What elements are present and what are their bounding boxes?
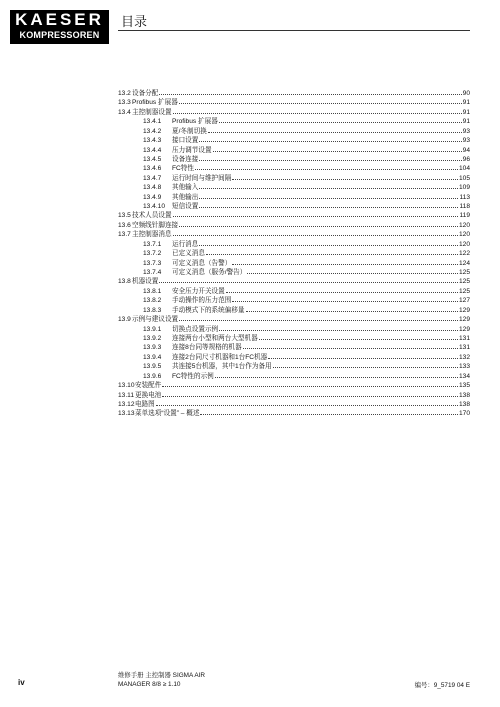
toc-entry-number: 13.8.1 (143, 287, 162, 295)
toc-entry-number: 13.9.6 (143, 372, 162, 380)
toc-entry-title: 连接两台小型和两台大型机器 (172, 334, 258, 342)
document-title-line-1: 维修手册 主控制器 SIGMA AIR (118, 672, 205, 679)
toc-entry[interactable] (118, 258, 470, 267)
toc-entry-title: 菜单选项“设置” – 概述 (135, 410, 200, 418)
toc-entry-title: 运行消息 (172, 240, 199, 248)
toc-entry-number: 13.10 (118, 382, 135, 390)
logo-sub-text: KOMPRESSOREN (19, 30, 100, 40)
toc-entry-title: 手动模式下的系统偏移量 (172, 306, 245, 314)
toc-entry-title: Profibus 扩展器 (132, 99, 178, 107)
toc-entry[interactable] (118, 154, 470, 163)
toc-entry-number: 13.7 (118, 231, 131, 239)
toc-entry-title: Profibus 扩展器 (172, 118, 218, 126)
toc-entry-number: 13.2 (118, 90, 131, 97)
toc-entry[interactable] (118, 239, 470, 248)
toc-entry-title: 手动操作的压力范围 (172, 297, 232, 305)
toc-entry-number: 13.9.1 (143, 325, 162, 333)
toc-entry-page: 104 (458, 165, 470, 173)
toc-dot-leader (199, 201, 458, 208)
toc-entry-number: 13.4.1 (143, 118, 162, 126)
toc-entry-page: 118 (459, 203, 470, 211)
toc-entry-page: 105 (458, 174, 470, 182)
toc-dot-leader (219, 116, 462, 123)
toc-entry[interactable] (118, 324, 470, 333)
toc-entry-page: 129 (458, 316, 470, 324)
toc-entry-title: 运行时间与维护间隔 (172, 174, 232, 182)
toc-dot-leader (243, 342, 458, 349)
toc-entry[interactable] (118, 145, 470, 154)
toc-entry-page: 120 (458, 231, 470, 239)
toc-dot-leader (195, 163, 458, 170)
toc-dot-leader (173, 210, 459, 217)
toc-entry[interactable] (118, 88, 470, 97)
toc-entry[interactable] (118, 352, 470, 361)
toc-entry-title: 已定义消息 (172, 250, 205, 258)
document-number: 编号：9_5719 04 E (414, 682, 470, 689)
toc-dot-leader (226, 286, 458, 293)
toc-entry[interactable] (118, 295, 470, 304)
toc-entry-page: 122 (458, 250, 470, 258)
toc-entry-page: 138 (458, 391, 470, 399)
toc-entry-title: 压力调节设置 (172, 146, 212, 154)
toc-entry-page: 119 (459, 212, 470, 220)
toc-entry-page: 113 (459, 193, 470, 201)
table-of-contents (118, 88, 470, 418)
toc-dot-leader (199, 192, 458, 199)
toc-entry-title: 夏/冬制切换 (172, 127, 207, 135)
toc-dot-leader (268, 352, 458, 359)
toc-dot-leader (179, 220, 458, 227)
toc-entry[interactable] (118, 97, 470, 106)
toc-entry[interactable] (118, 126, 470, 135)
toc-entry-title: 接口设置 (172, 137, 199, 145)
toc-entry-number: 13.4.4 (143, 146, 162, 154)
toc-entry-title: 空频线针脚连接 (132, 221, 179, 229)
toc-entry[interactable] (118, 286, 470, 295)
toc-entry[interactable] (118, 116, 470, 125)
toc-dot-leader (215, 371, 458, 378)
toc-entry-title: 安全压力开关设置 (172, 287, 225, 295)
toc-entry-page: 91 (462, 108, 470, 116)
toc-dot-leader (247, 267, 458, 274)
toc-entry[interactable] (118, 314, 470, 323)
toc-entry-page: 132 (458, 353, 470, 361)
toc-entry[interactable] (118, 163, 470, 172)
toc-entry-title: 其他输出 (172, 193, 199, 201)
toc-dot-leader (173, 229, 458, 236)
page-title: 目录 (121, 15, 148, 30)
toc-entry-page: 124 (458, 259, 470, 267)
toc-entry-page: 120 (458, 240, 470, 248)
toc-entry-page: 127 (458, 297, 470, 305)
toc-entry[interactable] (118, 408, 470, 417)
page-number-roman: iv (18, 678, 25, 687)
toc-entry-page: 125 (458, 269, 470, 277)
toc-entry-title: 技术人员设置 (132, 212, 172, 220)
document-title (118, 671, 205, 689)
toc-entry[interactable] (118, 135, 470, 144)
toc-entry[interactable] (118, 342, 470, 351)
toc-entry-title: 电路图 (135, 400, 155, 408)
logo-brand-text: KAESER (15, 10, 104, 29)
toc-entry[interactable] (118, 361, 470, 370)
toc-dot-leader (213, 145, 462, 152)
toc-entry-title: 设备连接 (172, 155, 199, 163)
toc-entry-title: 可定义消息（服务/警告） (172, 269, 247, 277)
toc-entry-page: 131 (458, 334, 470, 342)
toc-entry-number: 13.8.2 (143, 297, 162, 305)
toc-dot-leader (273, 361, 458, 368)
toc-dot-leader (173, 107, 462, 114)
toc-dot-leader (232, 295, 458, 302)
toc-entry-number: 13.8.3 (143, 306, 162, 314)
toc-entry-page: 125 (458, 278, 470, 286)
toc-entry-page: 129 (458, 306, 470, 314)
toc-entry-title: 机器设置 (132, 278, 159, 286)
toc-entry-title: FC特性的示例 (172, 372, 214, 380)
toc-dot-leader (199, 135, 461, 142)
toc-entry-number: 13.7.3 (143, 259, 162, 267)
header-divider (118, 30, 470, 31)
toc-entry-number: 13.7.2 (143, 250, 162, 258)
toc-entry-page: 125 (458, 287, 470, 295)
toc-entry-number: 13.9.5 (143, 363, 162, 371)
toc-dot-leader (206, 248, 458, 255)
toc-entry-title: 主控制器设置 (132, 108, 172, 116)
toc-entry-number: 13.11 (118, 391, 135, 399)
toc-entry-number: 13.4.3 (143, 137, 162, 145)
document-title-line-2: MANAGER 8/8 ≥ 1.10 (118, 681, 181, 688)
toc-entry-title: 主控制器消息 (132, 231, 172, 239)
toc-entry-title: 更换电池 (135, 391, 162, 399)
toc-entry-title: 示例与建议设置 (132, 316, 179, 324)
toc-dot-leader (219, 324, 458, 331)
toc-entry-page: 129 (458, 325, 470, 333)
toc-dot-leader (259, 333, 458, 340)
toc-entry-title: 其他输入 (172, 184, 199, 192)
toc-entry-page: 135 (458, 382, 470, 390)
toc-entry[interactable] (118, 220, 470, 229)
toc-dot-leader (162, 380, 458, 387)
toc-entry-page: 96 (462, 155, 470, 163)
toc-entry-number: 13.13 (118, 410, 135, 418)
toc-dot-leader (199, 239, 458, 246)
toc-entry-page: 131 (458, 344, 470, 352)
kaeser-logo (10, 10, 109, 44)
toc-entry-number: 13.4.5 (143, 155, 162, 163)
toc-entry-number: 13.9.4 (143, 353, 162, 361)
toc-entry-number: 13.9.2 (143, 334, 162, 342)
toc-entry[interactable] (118, 371, 470, 380)
toc-entry-title: 连接8台同等规格的机器 (172, 344, 242, 352)
toc-entry[interactable] (118, 380, 470, 389)
toc-entry-page: 94 (462, 146, 470, 154)
toc-entry-page: 93 (462, 127, 470, 135)
toc-entry-page: 109 (458, 184, 470, 192)
toc-entry[interactable] (118, 248, 470, 257)
toc-dot-leader (199, 182, 458, 189)
toc-entry[interactable] (118, 182, 470, 191)
toc-entry[interactable] (118, 201, 470, 210)
toc-entry-page: 120 (458, 221, 470, 229)
toc-entry-number: 13.5 (118, 212, 131, 220)
toc-entry[interactable] (118, 276, 470, 285)
toc-entry-number: 13.12 (118, 400, 135, 408)
toc-dot-leader (199, 154, 461, 161)
toc-entry-title: 切换点设置示例 (172, 325, 219, 333)
toc-entry-title: 短信设置 (172, 203, 199, 211)
toc-entry[interactable] (118, 399, 470, 408)
toc-entry[interactable] (118, 390, 470, 399)
toc-dot-leader (156, 399, 458, 406)
toc-entry-number: 13.7.1 (143, 240, 162, 248)
toc-entry[interactable] (118, 173, 470, 182)
toc-entry-page: 90 (462, 90, 470, 97)
toc-entry-title: 共连接5台机器，其中1台作为备用 (172, 363, 272, 371)
toc-dot-leader (179, 97, 462, 104)
toc-entry[interactable] (118, 107, 470, 116)
toc-entry-page: 91 (462, 118, 470, 126)
toc-entry-number: 13.4.8 (143, 184, 162, 192)
toc-entry-number: 13.4 (118, 108, 131, 116)
toc-entry-page: 93 (462, 137, 470, 145)
toc-entry-title: 安装配件 (135, 382, 162, 390)
toc-dot-leader (232, 258, 458, 265)
toc-entry-number: 13.4.2 (143, 127, 162, 135)
toc-entry[interactable] (118, 192, 470, 201)
toc-dot-leader (162, 390, 458, 397)
toc-dot-leader (159, 88, 461, 95)
toc-entry-number: 13.4.9 (143, 193, 162, 201)
toc-entry-number: 13.4.6 (143, 165, 162, 173)
toc-dot-leader (208, 126, 462, 133)
toc-entry-page: 133 (458, 363, 470, 371)
toc-entry[interactable] (118, 305, 470, 314)
toc-entry-title: 可定义消息（告警） (172, 259, 232, 267)
toc-entry-page: 91 (462, 99, 470, 107)
toc-entry-number: 13.4.10 (143, 203, 165, 211)
toc-dot-leader (200, 408, 458, 415)
toc-entry[interactable] (118, 267, 470, 276)
toc-entry-number: 13.9 (118, 316, 131, 324)
toc-dot-leader (159, 276, 458, 283)
toc-entry[interactable] (118, 229, 470, 238)
toc-entry-page: 134 (458, 372, 470, 380)
toc-dot-leader (246, 305, 458, 312)
toc-entry-number: 13.9.3 (143, 344, 162, 352)
toc-dot-leader (232, 173, 458, 180)
toc-entry-title: 连接2台同尺寸机器和1台FC机器 (172, 353, 268, 361)
toc-entry-title: 设备分配 (132, 90, 159, 97)
toc-dot-leader (179, 314, 458, 321)
toc-entry-page: 138 (458, 400, 470, 408)
toc-entry-number: 13.3 (118, 99, 131, 107)
toc-entry-page: 170 (458, 410, 470, 418)
toc-entry-number: 13.6 (118, 221, 131, 229)
toc-entry-number: 13.4.7 (143, 174, 162, 182)
toc-entry-number: 13.8 (118, 278, 131, 286)
toc-entry[interactable] (118, 333, 470, 342)
toc-entry-title: FC特性 (172, 165, 194, 173)
toc-entry-number: 13.7.4 (143, 269, 162, 277)
toc-entry[interactable] (118, 210, 470, 219)
